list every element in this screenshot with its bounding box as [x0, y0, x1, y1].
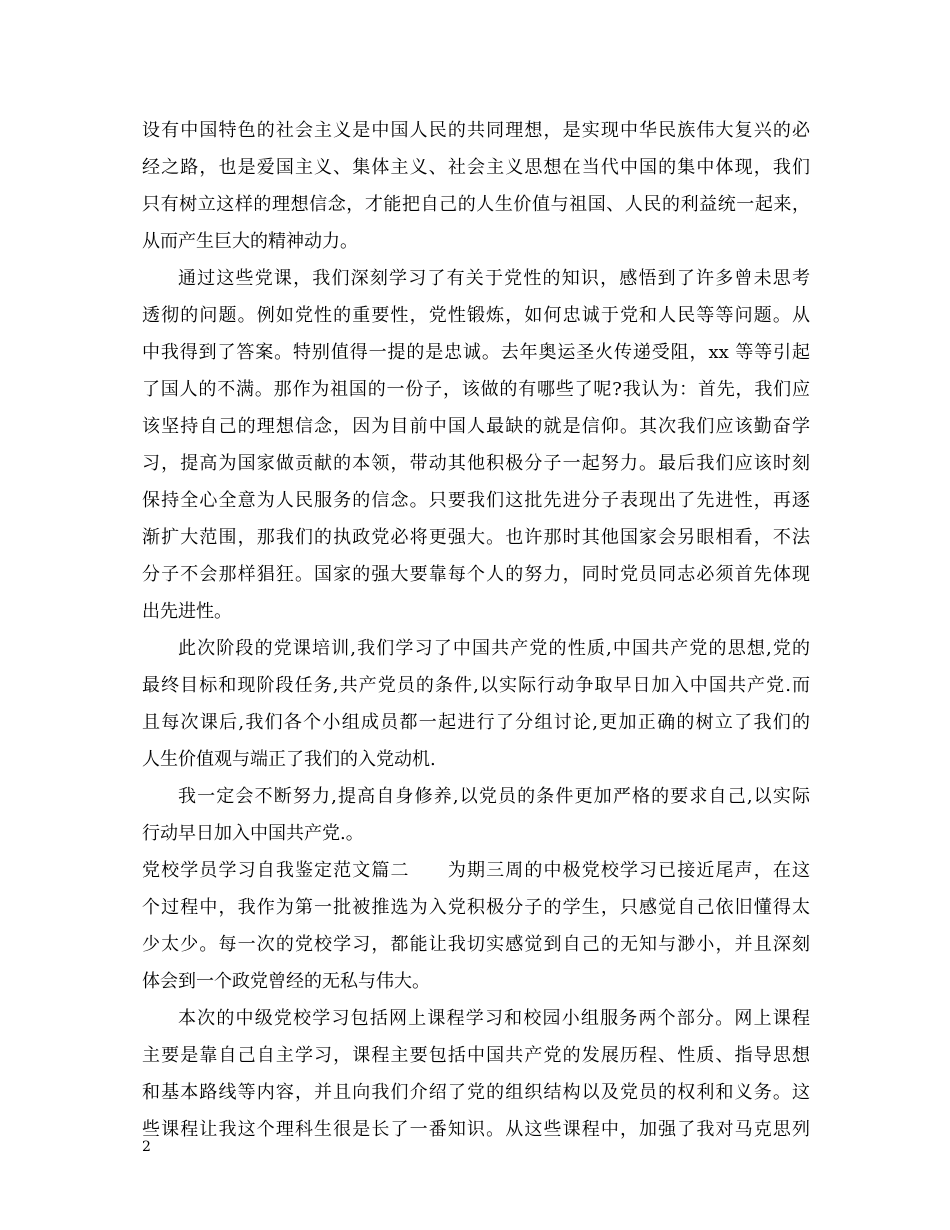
text-line: 保持全心全意为人民服务的信念。只要我们这批先进分子表现出了先进性，再逐 — [142, 490, 810, 511]
text-line: 且每次课后,我们各个小组成员都一起进行了分组讨论,更加正确的树立了我们的 — [142, 712, 810, 733]
text-line: 主要是靠自己自主学习，课程主要包括中国共产党的发展历程、性质、指导思想 — [142, 1045, 810, 1066]
text-line: 经之路，也是爱国主义、集体主义、社会主义思想在当代中国的集中体现，我们 — [142, 157, 810, 178]
paragraph-course-content — [142, 1000, 810, 1148]
text-line: 少太少。每一次的党校学习，都能让我切实感觉到自己的无知与渺小，并且深刻 — [142, 934, 810, 955]
text-line: 出先进性。 — [142, 601, 232, 622]
text-line: 和基本路线等内容，并且向我们介绍了党的组织结构以及党员的权利和义务。这 — [142, 1082, 810, 1103]
text-line: 了国人的不满。那作为祖国的一份子，该做的有哪些了呢?我认为：首先，我们应 — [142, 379, 810, 400]
text-line: 该坚持自己的理想信念，因为目前中国人最缺的就是信仰。其次我们应该勤奋学 — [142, 416, 810, 437]
paragraph-sample-two — [142, 852, 810, 1000]
text-line: 设有中国特色的社会主义是中国人民的共同理想，是实现中华民族伟大复兴的必 — [142, 120, 810, 141]
text-line: 个过程中，我作为第一批被推选为入党积极分子的学生，只感觉自己依旧懂得太 — [142, 897, 810, 918]
text-line: 党校学员学习自我鉴定范文篇二 为期三周的中极党校学习已接近尾声，在这 — [142, 860, 810, 881]
text-line: 本次的中级党校学习包括网上课程学习和校园小组服务两个部分。网上课程 — [178, 1008, 810, 1029]
text-line: 透彻的问题。例如党性的重要性，党性锻炼，如何忠诚于党和人民等等问题。从 — [142, 305, 810, 326]
text-line: 习，提高为国家做贡献的本领，带动其他积极分子一起努力。最后我们应该时刻 — [142, 453, 810, 474]
text-line: 人生价值观与端正了我们的入党动机. — [142, 749, 436, 770]
text-line: 中我得到了答案。特别值得一提的是忠诚。去年奥运圣火传递受阻，xx 等等引起 — [142, 342, 810, 363]
paragraph-commitment — [142, 778, 810, 852]
text-line: 从而产生巨大的精神动力。 — [142, 231, 358, 252]
text-line: 最终目标和现阶段任务,共产党员的条件,以实际行动争取早日加入中国共产党.而 — [142, 675, 810, 696]
text-line: 渐扩大范围，那我们的执政党必将更强大。也许那时其他国家会另眼相看，不法 — [142, 527, 810, 548]
paragraph-ideal-belief — [142, 112, 810, 260]
text-line: 只有树立这样的理想信念，才能把自己的人生价值与祖国、人民的利益统一起来， — [142, 194, 810, 215]
paragraph-party-lessons — [142, 260, 810, 630]
document-body — [142, 112, 810, 1148]
text-line: 体会到一个政党曾经的无私与伟大。 — [142, 971, 430, 992]
text-line: 行动早日加入中国共产党.。 — [142, 823, 364, 844]
text-line: 我一定会不断努力,提高自身修养,以党员的条件更加严格的要求自己,以实际 — [178, 786, 810, 807]
text-line: 些课程让我这个理科生很是长了一番知识。从这些课程中，加强了我对马克思列 — [142, 1119, 810, 1140]
text-line: 通过这些党课，我们深刻学习了有关于党性的知识，感悟到了许多曾未思考 — [178, 268, 810, 289]
text-line: 分子不会那样猖狂。国家的强大要靠每个人的努力，同时党员同志必须首先体现 — [142, 564, 810, 585]
paragraph-training-stage — [142, 630, 810, 778]
text-line: 此次阶段的党课培训,我们学习了中国共产党的性质,中国共产党的思想,党的 — [178, 638, 810, 659]
page-number: 2 — [142, 1139, 151, 1155]
